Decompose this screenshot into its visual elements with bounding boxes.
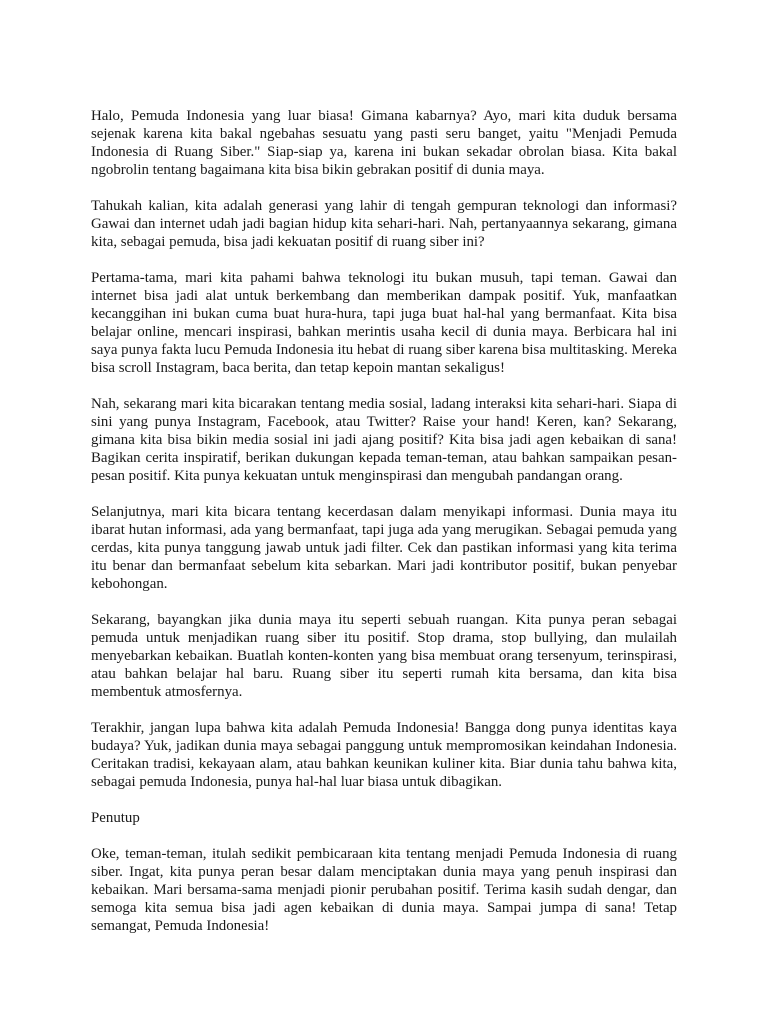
document-page — [91, 107, 677, 953]
paragraph-identity: Terakhir, jangan lupa bahwa kita adalah Pemuda Indonesia! Bangga dong punya identitas kaya budaya? Yuk, jadikan dunia maya sebagai panggung untuk mempromosikan keindahan Indonesia. Ceritakan tradisi, kekayaan alam, atau bahkan keunikan kuliner kita. Biar dunia tahu bahwa kita, sebagai pemuda Indonesia, punya hal-hal luar biasa untuk dibagikan. — [91, 720, 677, 790]
paragraph-cyber-room: Sekarang, bayangkan jika dunia maya itu seperti sebuah ruangan. Kita punya peran sebagai pemuda untuk menjadikan ruang siber itu positif. Stop drama, stop bullying, dan mulailah menyebarkan kebaikan. Buatlah konten-konten yang bisa membuat orang tersenyum, terinspirasi, atau bahkan belajar hal baru. Ruang siber itu seperti rumah kita bersama, dan kita bisa membentuk atmosfernya. — [91, 612, 677, 700]
paragraph-social-media: Nah, sekarang mari kita bicarakan tentang media sosial, ladang interaksi kita sehari-hari. Siapa di sini yang punya Instagram, Facebook, atau Twitter? Raise your hand! Keren, kan? Sekarang, gimana kita bisa bikin media sosial ini jadi ajang positif? Kita bisa jadi agen kebaikan di sana! Bagikan cerita inspiratif, berikan dukungan kepada teman-teman, atau bahkan sampaikan pesan-pesan positif. Kita punya kekuatan untuk menginspirasi dan mengubah pandangan orang. — [91, 396, 677, 484]
paragraph-greeting: Halo, Pemuda Indonesia yang luar biasa! Gimana kabarnya? Ayo, mari kita duduk bersama sejenak karena kita bakal ngebahas sesuatu yang pasti seru banget, yaitu "Menjadi Pemuda Indonesia di Ruang Siber." Siap-siap ya, karena ini bukan sekadar obrolan biasa. Kita bakal ngobrolin tentang bagaimana kita bisa bikin gebrakan positif di dunia maya. — [91, 108, 677, 178]
paragraph-technology: Pertama-tama, mari kita pahami bahwa teknologi itu bukan musuh, tapi teman. Gawai dan internet bisa jadi alat untuk berkembang dan memberikan dampak positif. Yuk, manfaatkan kecanggihan ini bukan cuma buat hura-hura, tapi juga buat hal-hal yang bermanfaat. Kita bisa belajar online, mencari inspirasi, bahkan merintis usaha kecil di dunia maya. Berbicara hal ini saya punya fakta lucu Pemuda Indonesia itu hebat di ruang siber karena bisa multitasking. Mereka bisa scroll Instagram, baca berita, dan tetap kepoin mantan sekaligus! — [91, 270, 677, 376]
paragraph-generation: Tahukah kalian, kita adalah generasi yang lahir di tengah gempuran teknologi dan informasi? Gawai dan internet udah jadi bagian hidup kita sehari-hari. Nah, pertanyaannya sekarang, gimana kita, sebagai pemuda, bisa jadi kekuatan positif di ruang siber ini? — [91, 198, 677, 250]
paragraph-information: Selanjutnya, mari kita bicara tentang kecerdasan dalam menyikapi informasi. Dunia maya itu ibarat hutan informasi, ada yang bermanfaat, tapi juga ada yang merugikan. Sebagai pemuda yang cerdas, kita punya tanggung jawab untuk jadi filter. Cek dan pastikan informasi yang kita terima itu benar dan bermanfaat sebelum kita sebarkan. Mari jadi kontributor positif, bukan penyebar kebohongan. — [91, 504, 677, 592]
paragraph-closing: Oke, teman-teman, itulah sedikit pembicaraan kita tentang menjadi Pemuda Indonesia di ruang siber. Ingat, kita punya peran besar dalam menciptakan dunia maya yang penuh inspirasi dan kebaikan. Mari bersama-sama menjadi pionir perubahan positif. Terima kasih sudah dengar, dan semoga kita semua bisa jadi agen kebaikan di dunia maya. Sampai jumpa di sana! Tetap semangat, Pemuda Indonesia! — [91, 846, 677, 934]
closing-heading: Penutup — [91, 810, 140, 826]
